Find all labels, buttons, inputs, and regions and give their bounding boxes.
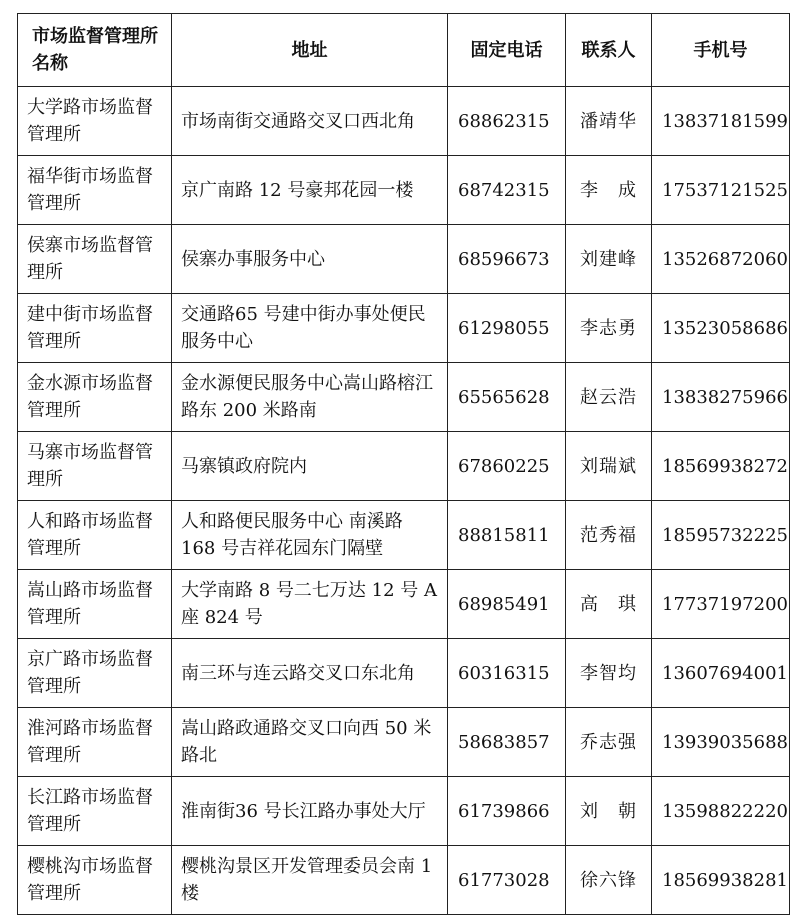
phone-cell: 61298055 <box>448 294 566 363</box>
office-name-cell: 建中街市场监督管理所 <box>18 294 172 363</box>
office-name-cell: 大学路市场监督管理所 <box>18 87 172 156</box>
header-office-name: 市场监督管理所名称 <box>18 14 172 87</box>
phone-cell: 61739866 <box>448 777 566 846</box>
office-name-cell: 人和路市场监督管理所 <box>18 501 172 570</box>
address-cell: 金水源便民服务中心嵩山路榕江路东 200 米路南 <box>172 363 448 432</box>
mobile-cell: 18569938281 <box>652 846 790 915</box>
address-cell: 交通路65 号建中街办事处便民服务中心 <box>172 294 448 363</box>
address-cell: 淮南街36 号长江路办事处大厅 <box>172 777 448 846</box>
address-cell: 京广南路 12 号豪邦花园一楼 <box>172 156 448 225</box>
contact-cell: 刘 朝 <box>566 777 652 846</box>
table-row <box>18 639 790 708</box>
address-cell: 大学南路 8 号二七万达 12 号 A 座 824 号 <box>172 570 448 639</box>
phone-cell: 68985491 <box>448 570 566 639</box>
contact-cell: 范秀福 <box>566 501 652 570</box>
table-row <box>18 777 790 846</box>
table-row <box>18 846 790 915</box>
office-name-cell: 樱桃沟市场监督管理所 <box>18 846 172 915</box>
mobile-cell: 17737197200 <box>652 570 790 639</box>
office-name-cell: 福华街市场监督管理所 <box>18 156 172 225</box>
office-name-cell: 长江路市场监督管理所 <box>18 777 172 846</box>
address-cell: 人和路便民服务中心 南溪路 168 号吉祥花园东门隔壁 <box>172 501 448 570</box>
office-name-cell: 金水源市场监督管理所 <box>18 363 172 432</box>
mobile-cell: 13939035688 <box>652 708 790 777</box>
table-header-row <box>18 14 790 87</box>
header-phone: 固定电话 <box>448 14 566 87</box>
table-row <box>18 225 790 294</box>
phone-cell: 60316315 <box>448 639 566 708</box>
contact-cell: 刘建峰 <box>566 225 652 294</box>
phone-cell: 61773028 <box>448 846 566 915</box>
contact-cell: 李智均 <box>566 639 652 708</box>
header-mobile: 手机号 <box>652 14 790 87</box>
office-name-cell: 侯寨市场监督管理所 <box>18 225 172 294</box>
contact-cell: 高 琪 <box>566 570 652 639</box>
contact-cell: 徐六锋 <box>566 846 652 915</box>
header-address: 地址 <box>172 14 448 87</box>
address-cell: 嵩山路政通路交叉口向西 50 米路北 <box>172 708 448 777</box>
office-name-cell: 京广路市场监督管理所 <box>18 639 172 708</box>
market-supervision-contact-table <box>17 13 790 915</box>
table-row <box>18 570 790 639</box>
table-row <box>18 87 790 156</box>
address-cell: 市场南街交通路交叉口西北角 <box>172 87 448 156</box>
table-row <box>18 432 790 501</box>
phone-cell: 65565628 <box>448 363 566 432</box>
mobile-cell: 18569938272 <box>652 432 790 501</box>
phone-cell: 68596673 <box>448 225 566 294</box>
contact-cell: 潘靖华 <box>566 87 652 156</box>
mobile-cell: 13837181599 <box>652 87 790 156</box>
table-row <box>18 156 790 225</box>
office-name-cell: 嵩山路市场监督管理所 <box>18 570 172 639</box>
phone-cell: 58683857 <box>448 708 566 777</box>
mobile-cell: 13598822220 <box>652 777 790 846</box>
table-row <box>18 363 790 432</box>
mobile-cell: 17537121525 <box>652 156 790 225</box>
table-row <box>18 708 790 777</box>
phone-cell: 68742315 <box>448 156 566 225</box>
mobile-cell: 13607694001 <box>652 639 790 708</box>
address-cell: 马寨镇政府院内 <box>172 432 448 501</box>
mobile-cell: 13526872060 <box>652 225 790 294</box>
mobile-cell: 18595732225 <box>652 501 790 570</box>
table-row <box>18 294 790 363</box>
contact-cell: 刘瑞斌 <box>566 432 652 501</box>
contact-cell: 李 成 <box>566 156 652 225</box>
header-contact: 联系人 <box>566 14 652 87</box>
address-cell: 南三环与连云路交叉口东北角 <box>172 639 448 708</box>
contact-cell: 李志勇 <box>566 294 652 363</box>
address-cell: 侯寨办事服务中心 <box>172 225 448 294</box>
contact-cell: 乔志强 <box>566 708 652 777</box>
phone-cell: 68862315 <box>448 87 566 156</box>
mobile-cell: 13523058686 <box>652 294 790 363</box>
phone-cell: 88815811 <box>448 501 566 570</box>
address-cell: 樱桃沟景区开发管理委员会南 1 楼 <box>172 846 448 915</box>
mobile-cell: 13838275966 <box>652 363 790 432</box>
contact-cell: 赵云浩 <box>566 363 652 432</box>
table-row <box>18 501 790 570</box>
office-name-cell: 马寨市场监督管理所 <box>18 432 172 501</box>
office-name-cell: 淮河路市场监督管理所 <box>18 708 172 777</box>
phone-cell: 67860225 <box>448 432 566 501</box>
